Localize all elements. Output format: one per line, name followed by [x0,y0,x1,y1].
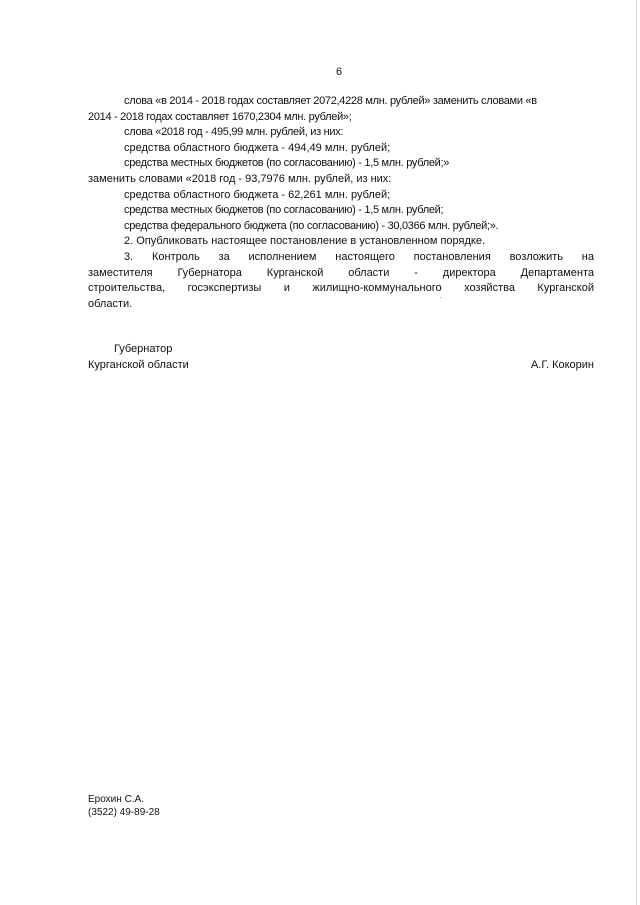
paragraph-line: слова «в 2014 - 2018 годах составляет 2072,4228 млн. рублей» заменить словами «в [124,95,537,107]
page-edge [636,0,637,905]
signatory-title [88,342,189,373]
paragraph-line: строительства, госэкспертизы и жилищно-коммунального хозяйства Курганской [88,282,594,295]
paragraph-line: средства местных бюджетов (по согласованию) - 1,5 млн. рублей;» [124,157,450,170]
signatory-name: А.Г. Кокорин [530,359,594,371]
paragraph-line: средства федерального бюджета (по согласованию) - 30,0366 млн. рублей;». [124,219,499,232]
signatory-position: Губернатор [114,343,173,355]
paragraph-line: заменить словами «2018 год - 93,7976 млн. рублей, из них: [88,172,392,185]
executor-block [88,793,160,819]
paragraph-line: заместителя Губернатора Курганской области - директора Департамента [88,266,594,279]
document-body [88,94,594,312]
paragraph-line: средства областного бюджета - 494,49 млн. рублей; [124,141,391,154]
signatory-region: Курганской области [88,358,189,371]
paragraph-line: 2. Опубликовать настоящее постановление в установленном порядке. [124,235,485,248]
scan-speck [440,297,441,298]
paragraph-line: области. [88,297,133,310]
paragraph-line: средства местных бюджетов (по согласованию) - 1,5 млн. рублей; [124,204,444,217]
executor-phone: (3522) 49-89-28 [88,807,160,818]
paragraph-line: 2014 - 2018 годах составляет 1670,2304 млн. рублей»; [88,110,352,123]
item-3-paragraph [88,250,594,312]
executor-name: Ерохин С.А. [88,794,145,805]
paragraph-line: слова «2018 год - 495,99 млн. рублей, из них: [124,126,344,139]
paragraph-line: 3. Контроль за исполнением настоящего постановления возложить на [124,250,594,263]
paragraph-line: средства областного бюджета - 62,261 млн. рублей; [124,188,391,201]
page-number: 6 [335,66,343,78]
